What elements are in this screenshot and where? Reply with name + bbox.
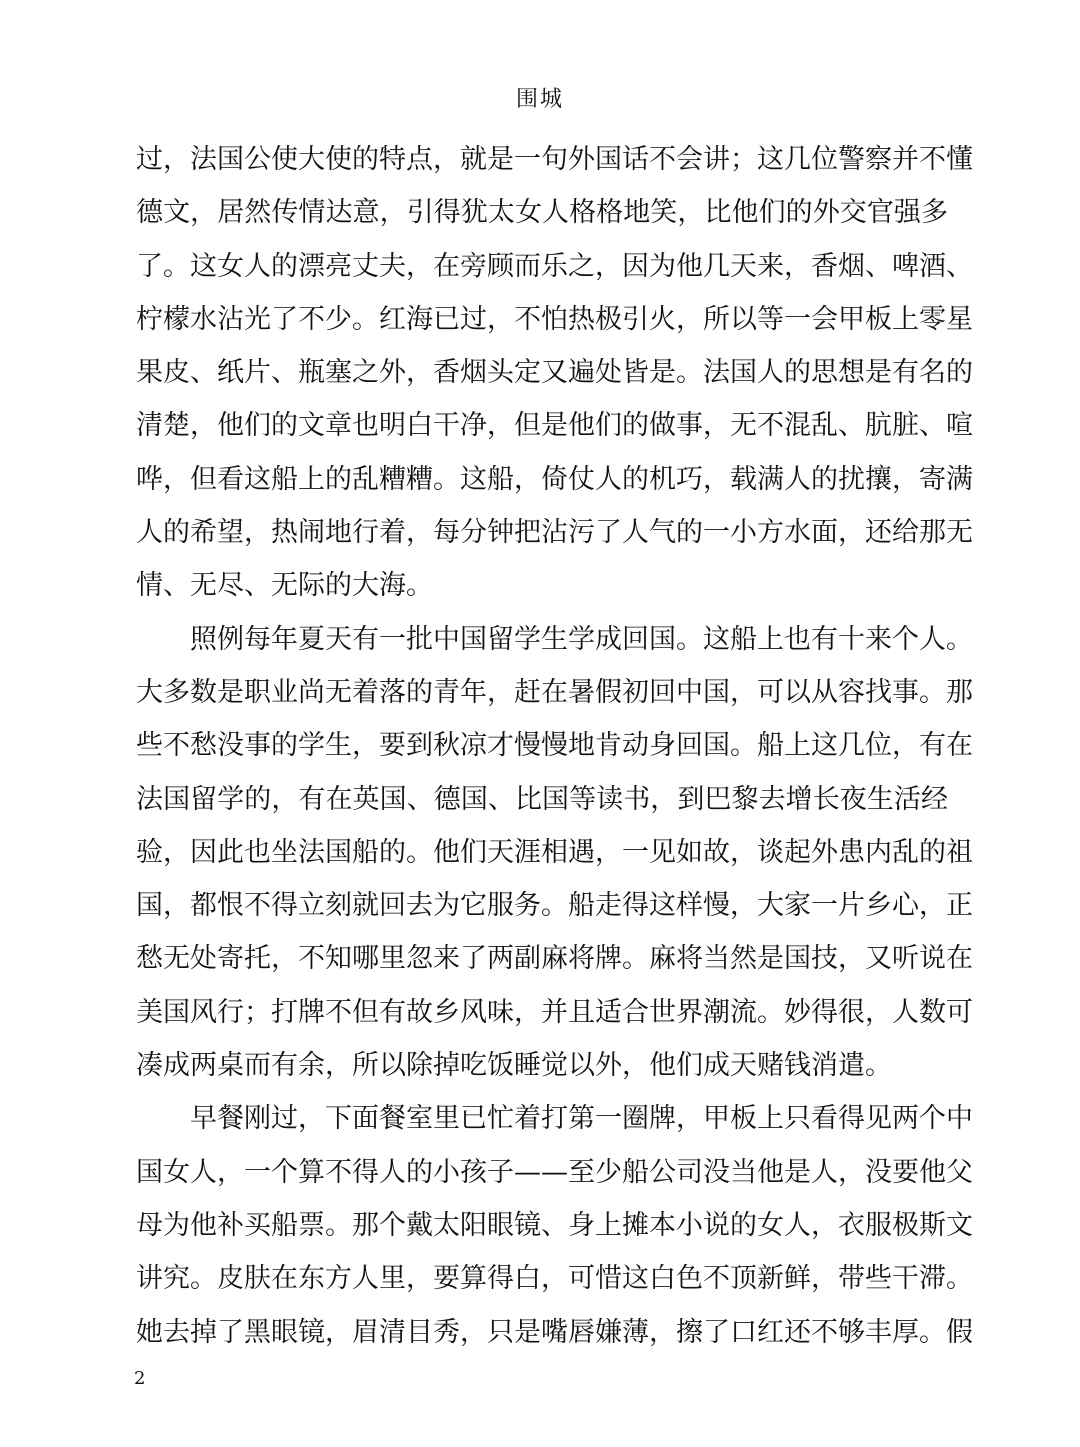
- text-line: 清楚，他们的文章也明白干净，但是他们的做事，无不混乱、肮脏、喧: [136, 410, 973, 442]
- text-line: 母为他补买船票。那个戴太阳眼镜、身上摊本小说的女人，衣服极斯文: [136, 1209, 973, 1241]
- text-line: 德文，居然传情达意，引得犹太女人格格地笑，比他们的外交官强多: [136, 197, 948, 229]
- text-line: 国女人，一个算不得人的小孩子——至少船公司没当他是人，没要他父: [136, 1156, 973, 1188]
- text-line: 情、无尽、无际的大海。: [136, 570, 433, 602]
- text-line: 人的希望，热闹地行着，每分钟把沾污了人气的一小方水面，还给那无: [136, 517, 973, 549]
- page-number: 2: [134, 1368, 146, 1389]
- text-line: 验，因此也坐法国船的。他们天涯相遇，一见如故，谈起外患内乱的祖: [136, 836, 973, 868]
- text-line: 讲究。皮肤在东方人里，要算得白，可惜这白色不顶新鲜，带些干滞。: [136, 1263, 973, 1295]
- text-line: 了。这女人的漂亮丈夫，在旁顾而乐之，因为他几天来，香烟、啤酒、: [136, 250, 973, 282]
- text-line: 过，法国公使大使的特点，就是一句外国话不会讲；这几位警察并不懂: [136, 144, 973, 175]
- text-line: 法国留学的，有在英国、德国、比国等读书，到巴黎去增长夜生活经: [136, 783, 948, 815]
- paragraph-first-line: 照例每年夏天有一批中国留学生学成回国。这船上也有十来个人。: [190, 623, 973, 655]
- text-line: 些不愁没事的学生，要到秋凉才慢慢地肯动身回国。船上这几位，有在: [136, 730, 973, 762]
- text-line: 她去掉了黑眼镜，眉清目秀，只是嘴唇嫌薄，擦了口红还不够丰厚。假: [136, 1316, 973, 1348]
- body-text: [136, 133, 973, 1359]
- text-line: 大多数是职业尚无着落的青年，赶在暑假初回中国，可以从容找事。那: [136, 676, 973, 708]
- running-header-title: 围城: [515, 87, 564, 112]
- text-line: 美国风行；打牌不但有故乡风味，并且适合世界潮流。妙得很，人数可: [136, 996, 973, 1028]
- text-line: 柠檬水沾光了不少。红海已过，不怕热极引火，所以等一会甲板上零星: [136, 303, 973, 335]
- text-line: 哗，但看这船上的乱糟糟。这船，倚仗人的机巧，载满人的扰攘，寄满: [136, 463, 973, 495]
- text-line: 国，都恨不得立刻就回去为它服务。船走得这样慢，大家一片乡心，正: [136, 890, 973, 922]
- text-line: 果皮、纸片、瓶塞之外，香烟头定又遍处皆是。法国人的思想是有名的: [136, 357, 973, 389]
- text-line: 凑成两桌而有余，所以除掉吃饭睡觉以外，他们成天赌钱消遣。: [136, 1050, 892, 1082]
- text-line: 愁无处寄托，不知哪里忽来了两副麻将牌。麻将当然是国技，又听说在: [136, 943, 973, 975]
- paragraph-first-line: 早餐刚过，下面餐室里已忙着打第一圈牌，甲板上只看得见两个中: [190, 1103, 973, 1135]
